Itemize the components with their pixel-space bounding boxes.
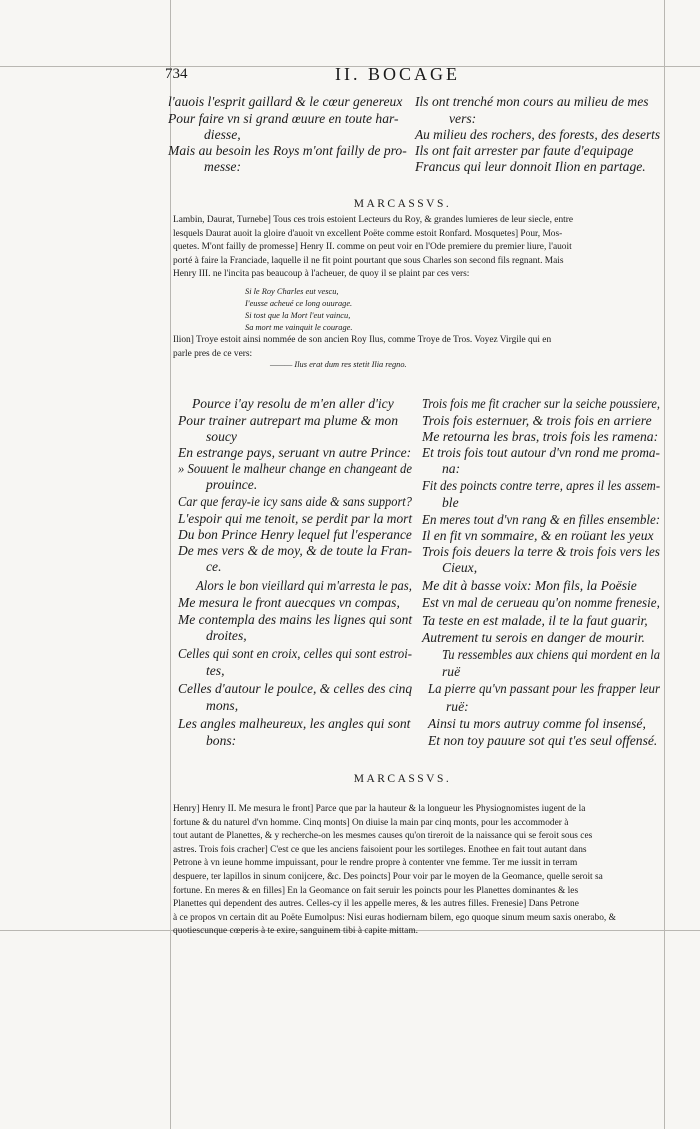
verse-line: Et non toy pauure sot qui t'es seul offensé. [428,733,658,748]
verse-line: Celles qui sont en croix, celles qui sont estroi- [178,646,413,661]
verse-line: vers: [449,111,477,126]
verse-line: Ils ont trenché mon cours au milieu de mes [415,94,649,109]
verse-line: Me dit à basse voix: Mon fils, la Poësie [422,578,637,593]
note-line: Henry III. ne l'incita pas beaucoup à l'acheuer, de quoy il se plaint par ces vers: [173,269,470,280]
verse-line: Me retourna les bras, trois fois les ramena: [422,429,659,444]
quote-line: Sa mort me vainquit le courage. [245,323,353,332]
verse-line: na: [442,461,461,476]
verse-line: bons: [206,733,237,748]
verse-line: soucy [206,429,237,444]
note-line: lesquels Daurat auoit la gloire d'auoit vn excellent Poëte comme estoit Ronfard. Mosquetes] Pour, Mos- [173,228,563,239]
verse-line: En estrange pays, seruant vn autre Prince: [178,445,412,460]
verse-line: De mes vers & de moy, & de toute la Fran- [178,543,413,558]
verse-line: Au milieu des rochers, des forests, des deserts [415,127,661,142]
verse-line: mons, [206,698,239,713]
verse-line: Du bon Prince Henry lequel fut l'esperance [178,527,412,542]
note-line: porté à faire la Franciade, laquelle il ne fit point pourtant que sous Charles son second fils regnant. Mais [173,255,564,266]
note-line: à ce propos vn certain dit au Poëte Eumolpus: Nisi euras hodiernam bilem, ego quoque sinum meum saxis onerabo, & [173,912,616,923]
commentary-1-text-after [173,334,661,361]
verse-line: Pour faire vn si grand œuure en toute har- [168,111,399,126]
verse-line: Cieux, [442,560,478,575]
verse-line: ruë [442,664,461,679]
quote-line: Si tost que la Mort l'eut vaincu, [245,311,351,320]
verse-line: Alors le bon vieillard qui m'arresta le pas, [196,578,412,593]
verse-line: Trois fois esternuer, & trois fois en arriere [422,413,652,428]
commentary-heading-2: MARCASSVS. [353,773,452,785]
commentary-2-text [173,803,661,939]
verse-line: Trois fois me fit cracher sur la seiche poussiere, [422,396,660,411]
right-column-rule [664,0,665,1129]
note-line: parle pres de ce vers: [173,348,253,359]
verse-line: Autrement tu serois en danger de mourir. [422,630,645,645]
verse-line: Fit des poincts contre terre, apres il les assem- [422,478,661,493]
verse-line: diesse, [204,127,241,142]
running-title: II. BOCAGE [335,64,460,84]
note-line: Ilion] Troye estoit ainsi nommée de son ancien Roy Ilus, comme Troye de Tros. Voyez Virgile qui en [173,335,552,345]
verse-line: L'espoir qui me tenoit, se perdit par la mort [178,511,413,526]
verse-line: En meres tout d'vn rang & en filles ensemble: [422,512,661,527]
verse-line: ce. [206,559,222,574]
note-line: Planettes qui dependent des autres. Celles-cy il les appelle meres, & les autres filles. Frenesie] Dans Petrone [173,899,579,910]
verse-line: ble [442,495,459,510]
left-column-rule [170,0,171,1129]
verse-line: Pource i'ay resolu de m'en aller d'icy [192,396,394,411]
verse-line: Car que feray-ie icy sans aide & sans support? [178,494,412,509]
verse-line: La pierre qu'vn passant pour les frapper leur [428,681,660,696]
verse-line: prouince. [206,477,258,492]
note-line: fortune & du naturel d'vn homme. Cinq monts] On diuise la main par cinq monts, pour les accommoder à [173,817,569,828]
verse-line: Pour trainer autrepart ma plume & mon [178,413,399,428]
verse-line: Ils ont fait arrester par faute d'equipage [415,143,634,158]
verse-line: Trois fois deuers la terre & trois fois vers les [422,544,660,559]
verse-line: Francus qui leur donnoit Ilion en partage. [415,159,646,174]
verse-line: Mais au besoin les Roys m'ont failly de pro- [168,143,407,158]
page-number: 734 [165,66,188,82]
note-line: Lambin, Daurat, Turnebe] Tous ces trois estoient Lecteurs du Roy, & grandes lumieres de leur siecle, entre [173,215,574,225]
verse-line: Est vn mal de cerueau qu'on nomme frenesie, [422,595,660,610]
latin-quote: ——— Ilus erat dum res stetit Ilia regno. [270,360,407,369]
quote-line: Si le Roy Charles eut vescu, [245,287,339,296]
commentary-heading-1: MARCASSVS. [353,198,452,210]
verse-line: Il en fit vn sommaire, & en roüant les yeux [422,528,654,543]
note-line: despuere, ter lapillos in sinum conijcere, &c. Des poincts] Pour voir par le moyen de la Geomance, quelle seroit sa [173,871,603,882]
verse-line: » Souuent le malheur change en changeant de [178,461,412,476]
verse-line: ruë: [446,699,469,714]
verse-line: Les angles malheureux, les angles qui sont [178,716,411,731]
note-line: tout autant de Planettes, & y recherche-on les mesmes causes qu'on tireroit de la naissance qui se feroit sous ces [173,831,593,842]
verse-line: tes, [206,663,225,678]
quote-line: I'eusse acheué ce long ouurage. [245,299,353,308]
note-line: fortune. En meres & en filles] En la Geomance on fait seruir les poincts pour les Planettes dominantes & les [173,885,579,896]
note-line: astres. Trois fois cracher] C'est ce que les anciens faisoient pour les sortileges. Enothee en fait tout autant dans [173,844,587,855]
note-line: quotiescunque cœperis à te exire, sanguinem tibi à capite mittam. [173,926,418,937]
note-line: Henry] Henry II. Me mesura le front] Parce que par la hauteur & la longueur les Physiognomistes iugent de la [173,804,586,814]
verse-line: Ainsi tu mors autruy comme fol insensé, [428,716,646,731]
verse-line: droites, [206,628,247,643]
page-header [165,66,660,90]
verse-line: l'auois l'esprit gaillard & le cœur genereux [168,94,403,109]
verse-line: Celles d'autour le poulce, & celles des cinq [178,681,413,696]
verse-line: messe: [204,159,241,174]
verse-line: Me contempla des mains les lignes qui sont [178,612,413,627]
verse-line: Me mesura le front auecques vn compas, [178,595,400,610]
note-line: Petrone à vn ieune homme impuissant, pour le rendre propre à contenter vne femme. Ter me iussit in terram [173,858,578,869]
embedded-quote [245,286,352,334]
verse-line: Et trois fois tout autour d'vn rond me proma- [422,445,660,460]
commentary-1-text [173,214,661,282]
verse-line: Tu ressembles aux chiens qui mordent en la [442,647,661,662]
note-line: quetes. M'ont failly de promesse] Henry II. comme on peut voir en l'Ode premiere du premier liure, l'auoit [173,242,572,253]
verse-line: Ta teste en est malade, il te la faut guarir, [422,613,648,628]
